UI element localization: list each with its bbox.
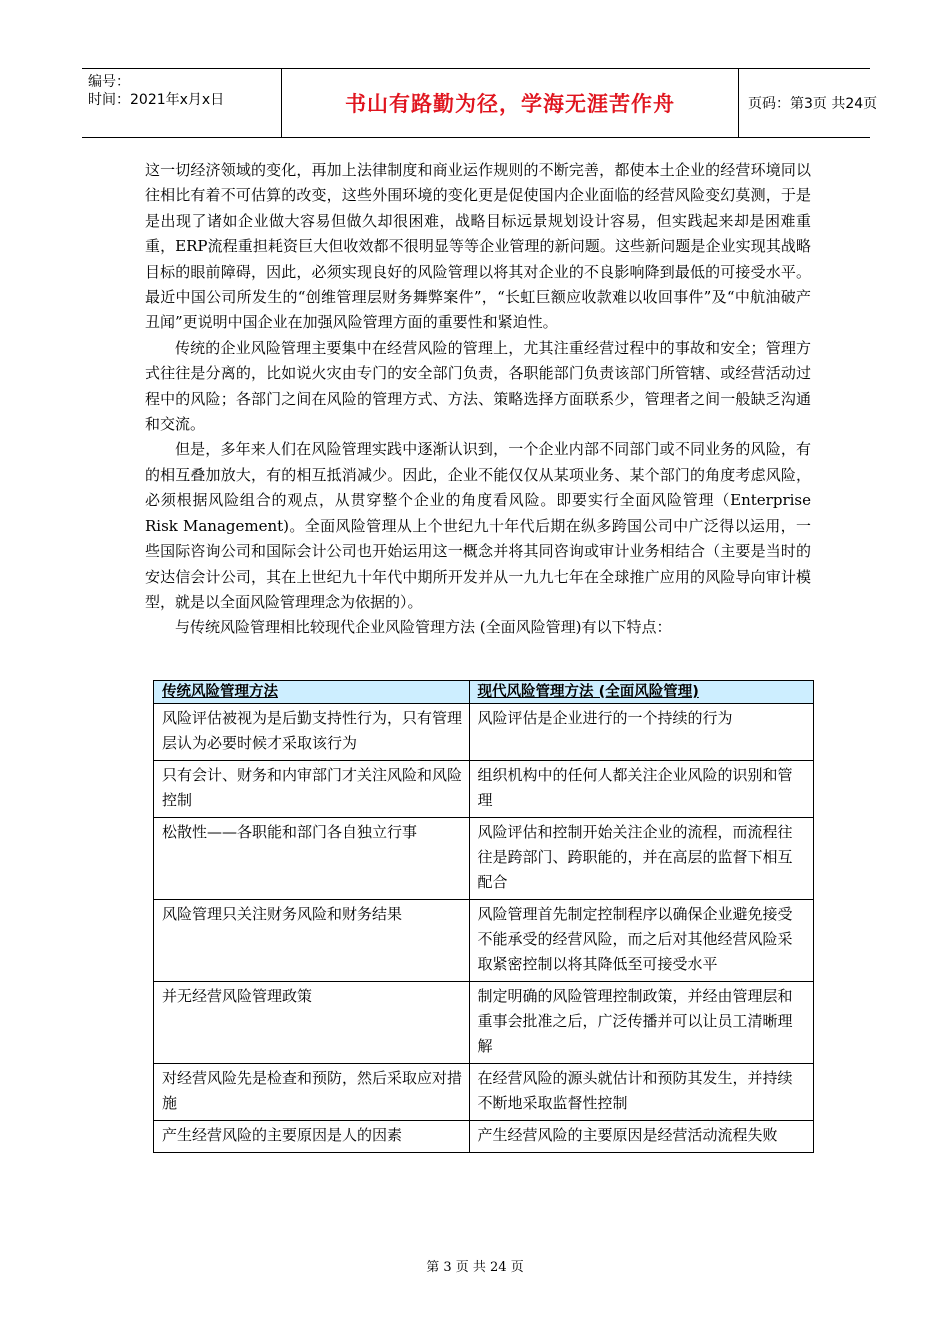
table-cell: 组织机构中的任何人都关注企业风险的识别和管理	[469, 761, 813, 818]
table-cell: 制定明确的风险管理控制政策，并经由管理层和重事会批准之后，广泛传播并可以让员工清晰理解	[469, 982, 813, 1064]
table-row	[154, 818, 814, 900]
paragraph: 传统的企业风险管理主要集中在经营风险的管理上，尤其注重经营过程中的事故和安全；管理方式往往是分离的，比如说火灾由专门的安全部门负责，各职能部门负责该部门所管辖、或经营活动过程中的风险；各部门之间在风险的管理方式、方法、策略选择方面联系少，管理者之间一般缺乏沟通和交流。	[145, 338, 811, 434]
page-header	[82, 68, 878, 138]
table-cell: 松散性——各职能和部门各自独立行事	[154, 818, 470, 900]
header-meta	[82, 69, 282, 137]
column-header-modern: 现代风险管理方法 (全面风险管理)	[469, 681, 813, 704]
table-intro: 与传统风险管理相比较现代企业风险管理方法 (全面风险管理)有以下特点：	[175, 618, 672, 637]
table-cell: 风险管理只关注财务风险和财务结果	[154, 900, 470, 982]
table-row	[154, 1064, 814, 1121]
table-cell: 在经营风险的源头就估计和预防其发生，并持续不断地采取监督性控制	[469, 1064, 813, 1121]
comparison-table	[153, 680, 814, 1153]
table-row	[154, 704, 814, 761]
table-cell: 风险评估和控制开始关注企业的流程，而流程往往是跨部门、跨职能的，并在高层的监督下相互配合	[469, 818, 813, 900]
page-footer: 第 3 页 共 24 页	[426, 1260, 524, 1275]
table-cell: 风险评估是企业进行的一个持续的行为	[469, 704, 813, 761]
table-cell: 对经营风险先是检查和预防，然后采取应对措施	[154, 1064, 470, 1121]
table-row	[154, 761, 814, 818]
document-date-label: 时间：2021年x月x日	[88, 92, 225, 108]
table-cell: 产生经营风险的主要原因是人的因素	[154, 1121, 470, 1153]
paragraph: 但是，多年来人们在风险管理实践中逐渐认识到，一个企业内部不同部门或不同业务的风险，有的相互叠加放大，有的相互抵消减少。因此，企业不能仅仅从某项业务、某个部门的角度考虑风险，必须根据风险组合的观点，从贯穿整个企业的角度看风险。即要实行全面风险管理（Enterprise Risk Management)。全面风险管理从上个世纪九十年代后期在纵多跨国公司中广泛得以运用，一些国际咨询公司和国际会计公司也开始运用这一概念并将其同咨询或审计业务相结合（主要是当时的安达信会计公司，其在上世纪九十年代中期所开发并从一九九七年在全球推广应用的风险导向审计模型，就是以全面风险管理理念为依据的）。	[145, 440, 811, 611]
column-header-traditional: 传统风险管理方法	[154, 681, 470, 704]
paragraph: 这一切经济领域的变化，再加上法律制度和商业运作规则的不断完善，都使本土企业的经营环境同以往相比有着不可估算的改变，这些外围环境的变化更是促使国内企业面临的经营风险变幻莫测，于是是出现了诸如企业做大容易但做久却很困难，战略目标远景规划设计容易，但实践起来却是困难重重，ERP流程重担耗资巨大但收效都不很明显等等企业管理的新问题。这些新问题是企业实现其战略目标的眼前障碍，因此，必须实现良好的风险管理以将其对企业的不良影响降到最低的可接受水平。最近中国公司所发生的“创维管理层财务舞弊案件”，“长虹巨额应收款难以收回事件”及“中航油破产丑闻”更说明中国企业在加强风险管理方面的重要性和紧迫性。	[145, 161, 811, 332]
table-row	[154, 900, 814, 982]
table-cell: 只有会计、财务和内审部门才关注风险和风险控制	[154, 761, 470, 818]
document-number-label: 编号：	[88, 74, 130, 90]
table-row	[154, 982, 814, 1064]
table-row	[154, 1121, 814, 1153]
table-cell: 产生经营风险的主要原因是经营活动流程失败	[469, 1121, 813, 1153]
table-cell: 风险管理首先制定控制程序以确保企业避免接受不能承受的经营风险，而之后对其他经营风险采取紧密控制以将其降低至可接受水平	[469, 900, 813, 982]
header-page-number: 页码：第3页 共24页	[748, 96, 878, 112]
table-header-row	[154, 681, 814, 704]
table-cell: 并无经营风险管理政策	[154, 982, 470, 1064]
header-motto: 书山有路勤为径，学海无涯苦作舟	[282, 69, 739, 137]
body-text	[145, 158, 811, 641]
table-cell: 风险评估被视为是后勤支持性行为，只有管理层认为必要时候才采取该行为	[154, 704, 470, 761]
